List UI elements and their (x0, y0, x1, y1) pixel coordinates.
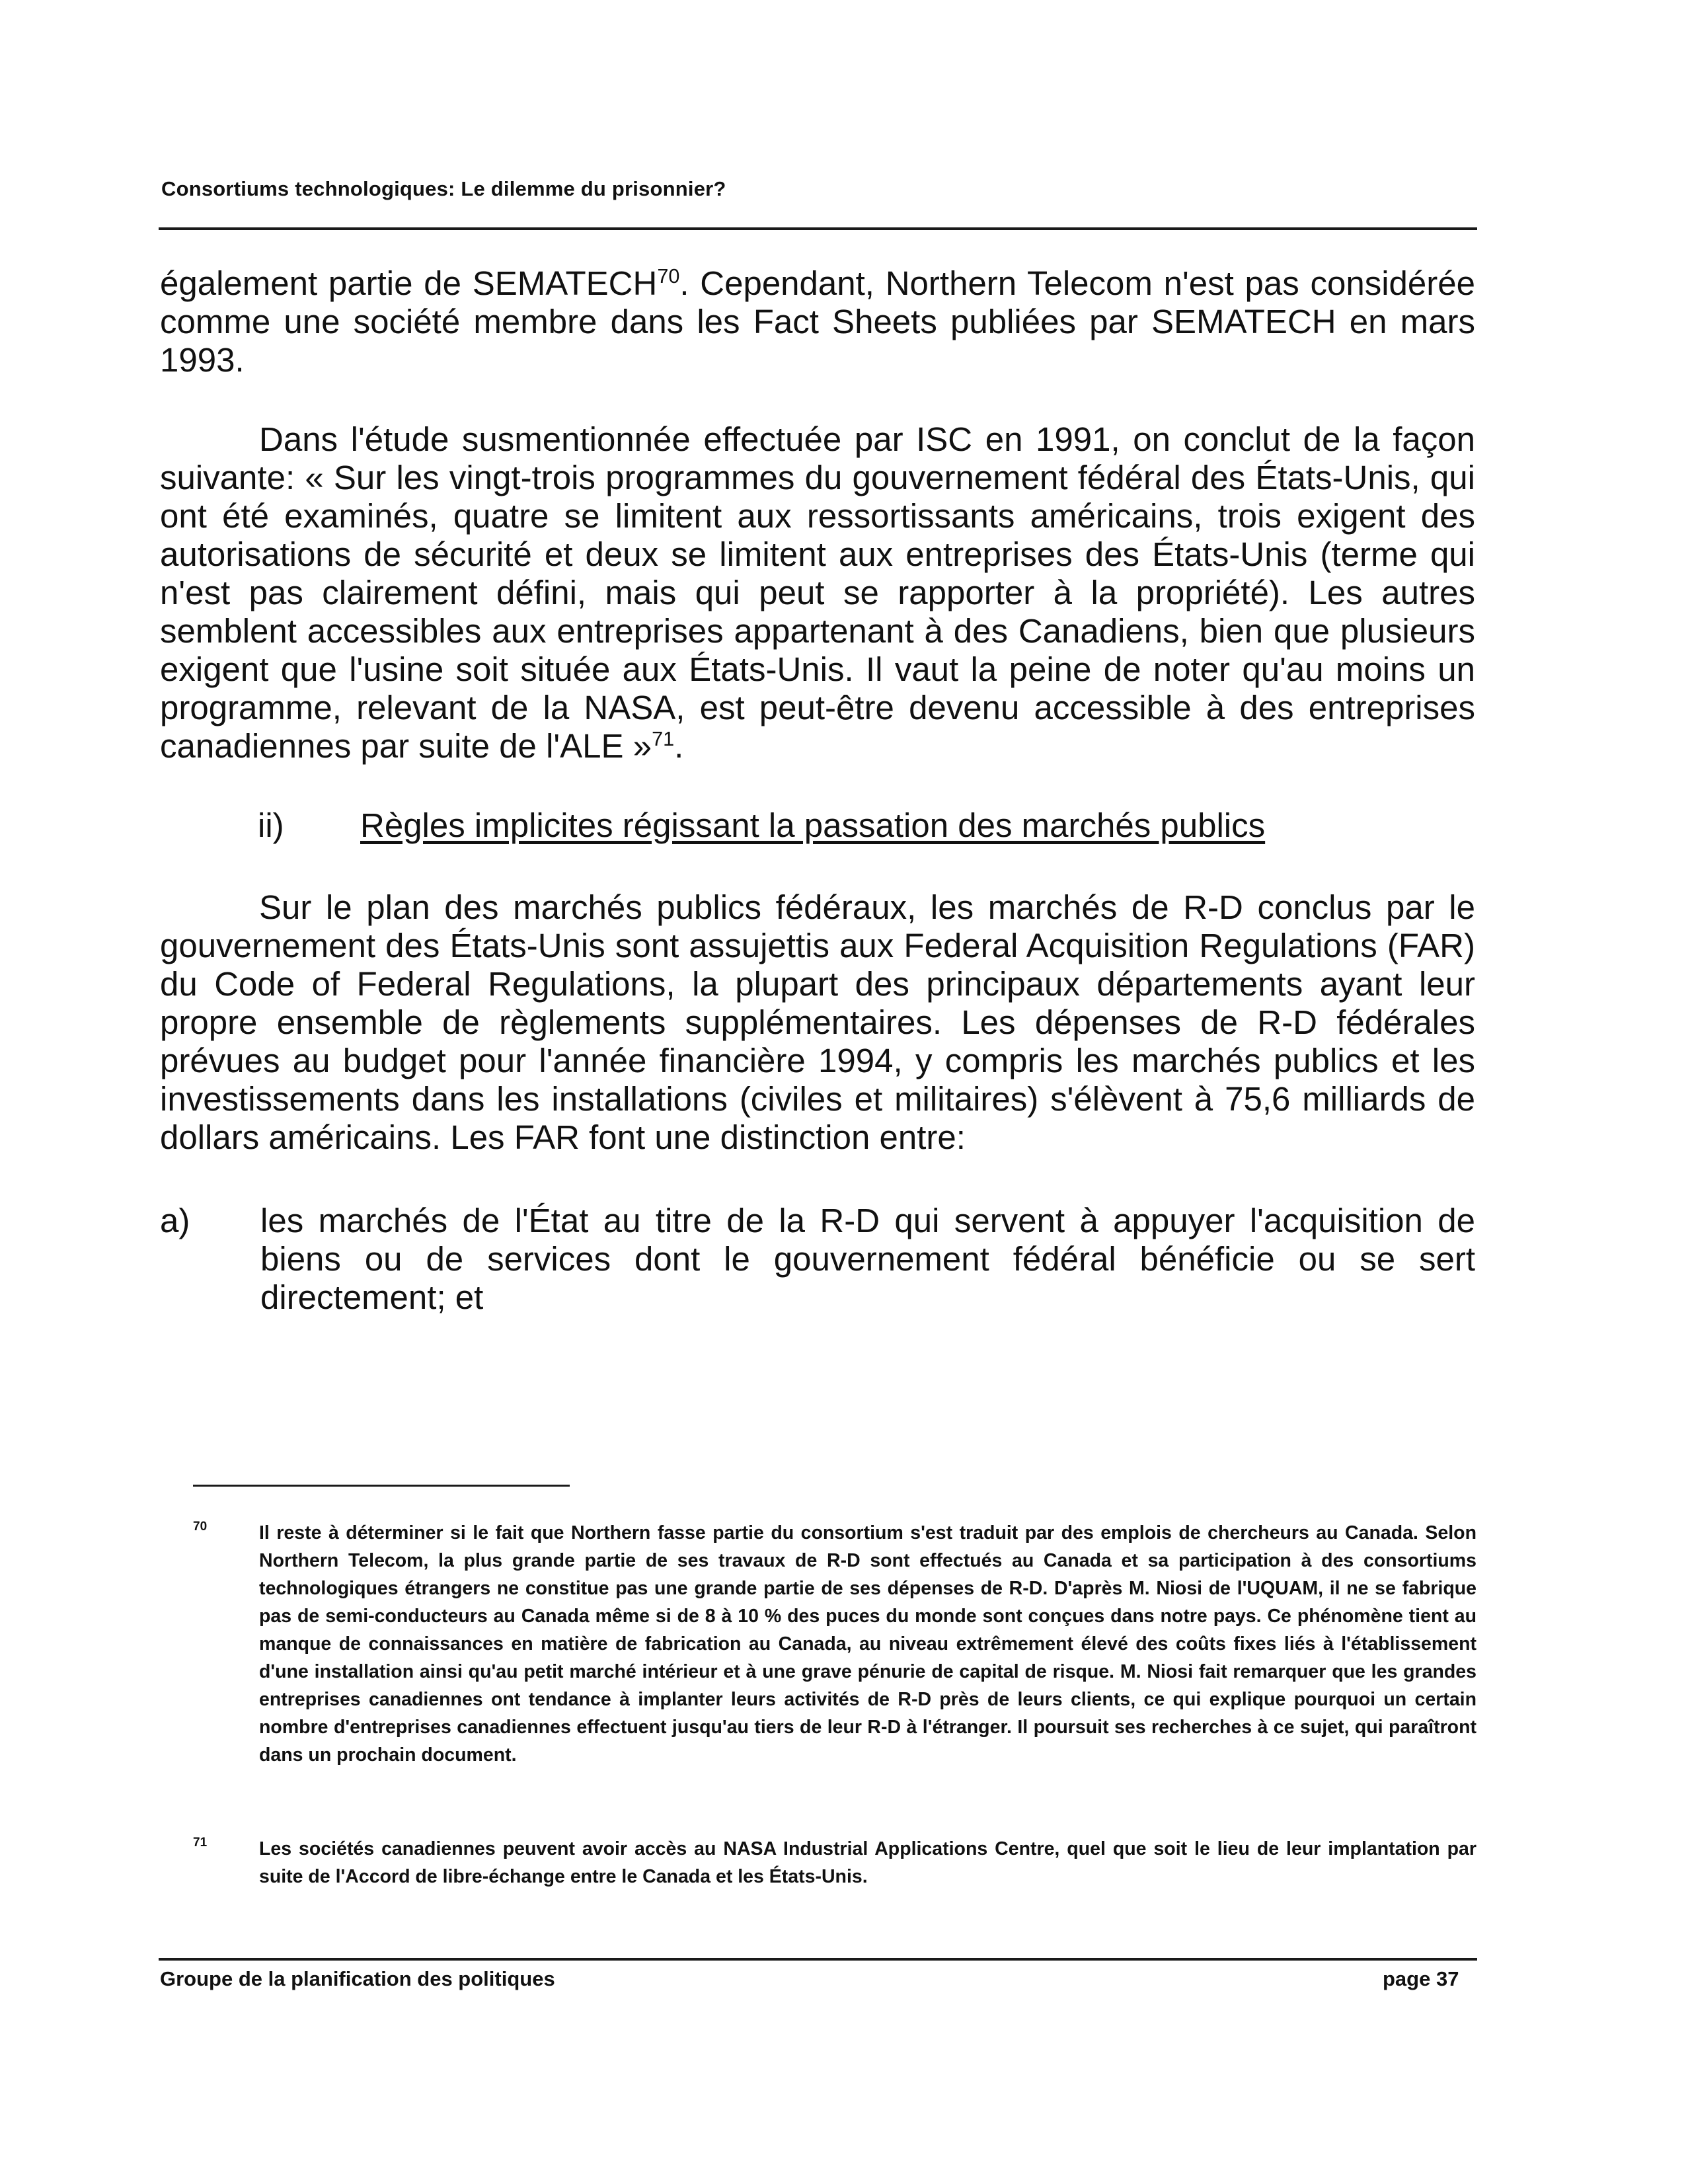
footnote-71-number: 71 (193, 1836, 208, 1850)
footnote-71 (193, 1835, 1477, 1891)
section-title: Règles implicites régissant la passation des marchés publics (360, 806, 1266, 844)
section-number: ii) (258, 806, 284, 844)
paragraph-2-text-b: . (674, 727, 684, 765)
header-rule (159, 227, 1477, 230)
list-item-a-text: les marchés de l'État au titre de la R-D qui servent à appuyer l'acquisition de biens ou de services dont le gouvernement fédéral bénéficie ou se sert directement; et (260, 1202, 1475, 1316)
paragraph-2-text-a: Dans l'étude susmentionnée effectuée par ISC en 1991, on conclut de la façon suivante: « Sur les vingt-trois programmes du gouvernement fédéral des États-Unis, qui ont été examinés, quatre se limitent aux ressortissants américains, trois exigent des autorisations de sécurité et deux se limitent aux entreprises des États-Unis (terme qui n'est pas clairement défini, mais qui peut se rapporter à la propriété). Les autres semblent accessibles aux entreprises appartenant à des Canadiens, bien que plusieurs exigent que l'usine soit située aux États-Unis. Il vaut la peine de noter qu'au moins un programme, relevant de la NASA, est peut-être devenu accessible à des entreprises canadiennes par suite de l'ALE » (160, 420, 1475, 765)
running-header: Consortiums technologiques: Le dilemme du prisonnier? (161, 177, 726, 200)
list-item-a (160, 1202, 1475, 1317)
footnote-separator (193, 1485, 570, 1487)
paragraph-1-text-a: également partie de SEMATECH (160, 264, 658, 302)
footer-rule (159, 1958, 1477, 1961)
footnote-ref-71: 71 (652, 728, 675, 750)
paragraph-3: Sur le plan des marchés publics fédéraux, les marchés de R-D conclus par le gouvernement des États-Unis sont assujettis aux Federal Acquisition Regulations (FAR) du Code of Federal Regulations, la plupart des principaux départements ayant leur propre ensemble de règlements supplémentaires. Les dépenses de R-D fédérales prévues au budget pour l'année financière 1994, y compris les marchés publics et les investissements dans les installations (civiles et militaires) s'élèvent à 75,6 milliards de dollars américains. Les FAR font une distinction entre: (160, 888, 1475, 1156)
footnote-71-text: Les sociétés canadiennes peuvent avoir accès au NASA Industrial Applications Centre, quel que soit le lieu de leur implantation par suite de l'Accord de libre-échange entre le Canada et les États-Unis. (259, 1838, 1477, 1887)
list-item-a-marker: a) (160, 1202, 190, 1239)
section-heading (258, 806, 1265, 845)
footer-organization: Groupe de la planification des politiques (160, 1967, 555, 1990)
paragraph-1 (160, 264, 1475, 379)
paragraph-1-text-b: . Cependant, Northern Telecom n'est pas considérée comme une société membre dans les Fact Sheets publiées par SEMATECH en mars 1993. (160, 264, 1475, 379)
page-number: page 37 (1383, 1967, 1459, 1990)
paragraph-2 (160, 420, 1475, 765)
footnote-70-number: 70 (193, 1520, 208, 1534)
footnote-70 (193, 1519, 1477, 1769)
footnote-ref-70: 70 (657, 265, 680, 288)
footnote-70-text: Il reste à déterminer si le fait que Northern fasse partie du consortium s'est traduit par des emplois de chercheurs au Canada. Selon Northern Telecom, la plus grande partie de ses travaux de R-D sont effectués au Canada et sa participation à des consortiums technologiques étrangers ne constitue pas une grande partie de ses dépenses de R-D. D'après M. Niosi de l'UQUAM, il ne se fabrique pas de semi-conducteurs au Canada même si de 8 à 10 % des puces du monde sont conçues dans notre pays. Ce phénomène tient au manque de connaissances en matière de fabrication au Canada, au niveau extrêmement élevé des coûts fixes liés à l'établissement d'une installation ainsi qu'au petit marché intérieur et à une grave pénurie de capital de risque. M. Niosi fait remarquer que les grandes entreprises canadiennes ont tendance à implanter leurs activités de R-D près de leurs clients, ce qui explique pourquoi un certain nombre d'entreprises canadiennes effectuent jusqu'au tiers de leur R-D à l'étranger. Il poursuit ses recherches à ce sujet, qui paraîtront dans un prochain document. (259, 1522, 1477, 1766)
